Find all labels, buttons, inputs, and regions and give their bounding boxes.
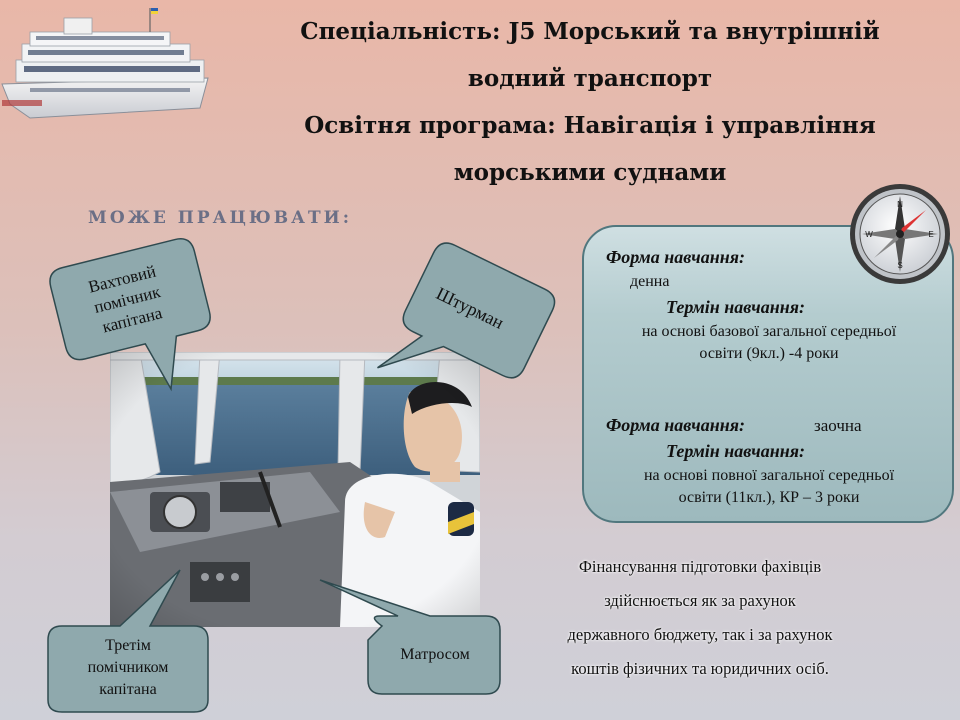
funding-line: коштів фізичних та юридичних осіб. bbox=[571, 659, 829, 678]
bubble-third-mate-label: Третім помічником капітана bbox=[87, 637, 169, 698]
title-line: водний транспорт bbox=[467, 65, 713, 92]
term-label: Термін навчання: bbox=[666, 441, 805, 461]
compass-letter: E bbox=[928, 230, 934, 239]
funding-text bbox=[520, 550, 880, 686]
title-line: Спеціальність: J5 Морський та внутрішній bbox=[300, 18, 880, 45]
title-line: морськими суднами bbox=[453, 159, 727, 186]
form-value: заочна bbox=[814, 416, 862, 435]
funding-line: Фінансування підготовки фахівців bbox=[578, 557, 822, 576]
cruise-ship-image bbox=[0, 0, 215, 125]
compass-icon bbox=[848, 182, 952, 286]
page-title bbox=[250, 8, 930, 196]
bubble-navigator-label: Штурман bbox=[433, 282, 508, 333]
funding-line: здійснюється як за рахунок bbox=[604, 591, 796, 610]
term-text: освіти (9кл.) -4 роки bbox=[699, 345, 839, 362]
can-work-heading: МОЖЕ ПРАЦЮВАТИ: bbox=[88, 208, 352, 228]
form-label: Форма навчання: bbox=[606, 415, 745, 435]
term-text: на основі повної загальної середньої bbox=[643, 467, 895, 484]
term-text: на основі базової загальної середньої bbox=[641, 323, 897, 340]
compass-letter: S bbox=[897, 261, 903, 270]
compass-letter: W bbox=[865, 230, 873, 239]
title-line: Освітня програма: Навігація і управління bbox=[304, 112, 876, 139]
bubble-watch-mate-label: Вахтовий помічник капітана bbox=[86, 261, 164, 336]
form-value: денна bbox=[630, 273, 670, 290]
form-label: Форма навчання: bbox=[606, 247, 745, 267]
bubble-sailor-label: Матросом bbox=[400, 646, 470, 663]
term-label: Термін навчання: bbox=[666, 297, 805, 317]
term-text: освіти (11кл.), КР – 3 роки bbox=[678, 489, 860, 506]
funding-line: державного бюджету, так і за рахунок bbox=[567, 625, 833, 644]
compass-letter: N bbox=[897, 200, 903, 209]
